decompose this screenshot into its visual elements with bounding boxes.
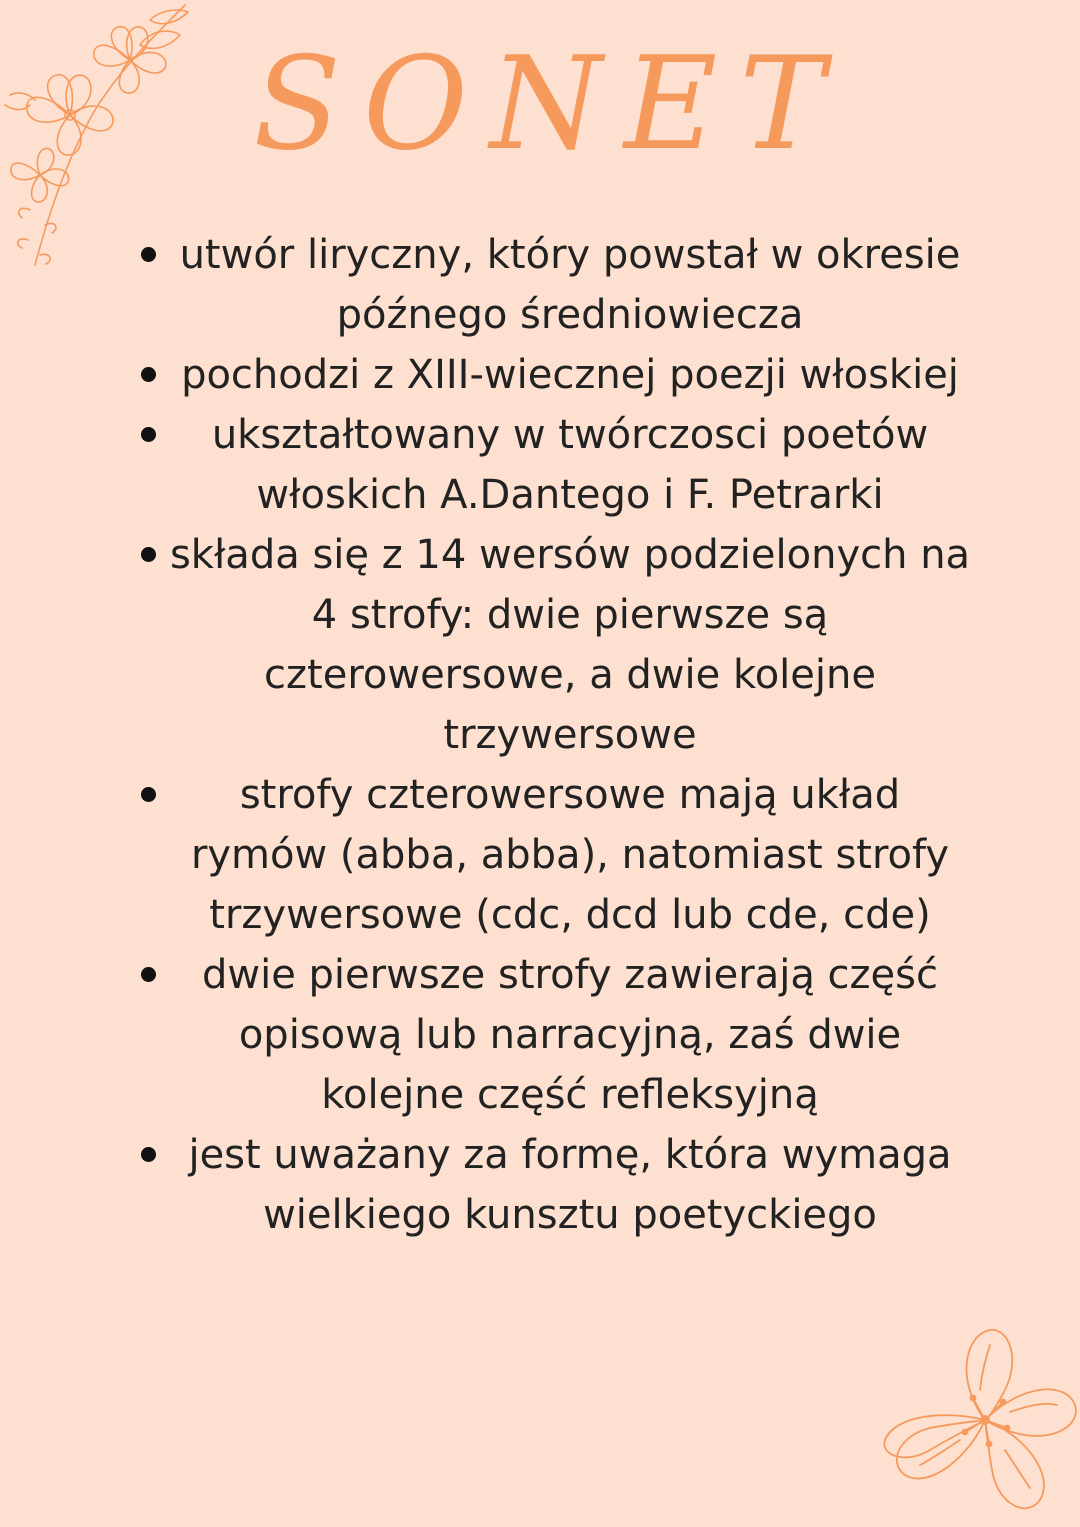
list-item-line: trzywersowe (443, 712, 697, 758)
list-item-line: rymów (abba, abba), natomiast strofy (190, 832, 950, 878)
bullet-icon (141, 787, 156, 802)
bullet-icon (141, 367, 156, 382)
list-item-line: późnego średniowiecza (336, 292, 804, 338)
list-item-line: jest uważany za formę, która wymaga (188, 1132, 952, 1178)
bullet-icon (141, 547, 156, 562)
flower-icon (860, 1315, 1080, 1527)
list-item-line: dwie pierwsze strofy zawierają część (202, 952, 938, 998)
list-item-line: ukształtowany w twórczosci poetów (211, 412, 929, 458)
bullet-icon (141, 427, 156, 442)
list-item-line: 4 strofy: dwie pierwsze są (311, 592, 829, 638)
list-item-line: wielkiego kunsztu poetyckiego (263, 1192, 877, 1238)
list-item-line: włoskich A.Dantego i F. Petrarki (256, 472, 884, 518)
list-item-line: kolejne część refleksyjną (321, 1072, 819, 1118)
list-item-line: pochodzi z XIII-wiecznej poezji włoskiej (181, 352, 959, 398)
list-item-line: trzywersowe (cdc, dcd lub cde, cde) (209, 892, 931, 938)
list-item-line: składa się z 14 wersów podzielonych na (169, 532, 971, 578)
bullet-icon (141, 247, 156, 262)
list-item-line: opisową lub narracyjną, zaś dwie (238, 1012, 902, 1058)
list-item-line: strofy czterowersowe mają układ (239, 772, 901, 818)
list-item-line: utwór liryczny, który powstał w okresie (179, 232, 961, 278)
list-item-line: czterowersowe, a dwie kolejne (264, 652, 876, 698)
bullet-icon (141, 1147, 156, 1162)
bullet-icon (141, 967, 156, 982)
page-title: SONET (253, 30, 847, 179)
